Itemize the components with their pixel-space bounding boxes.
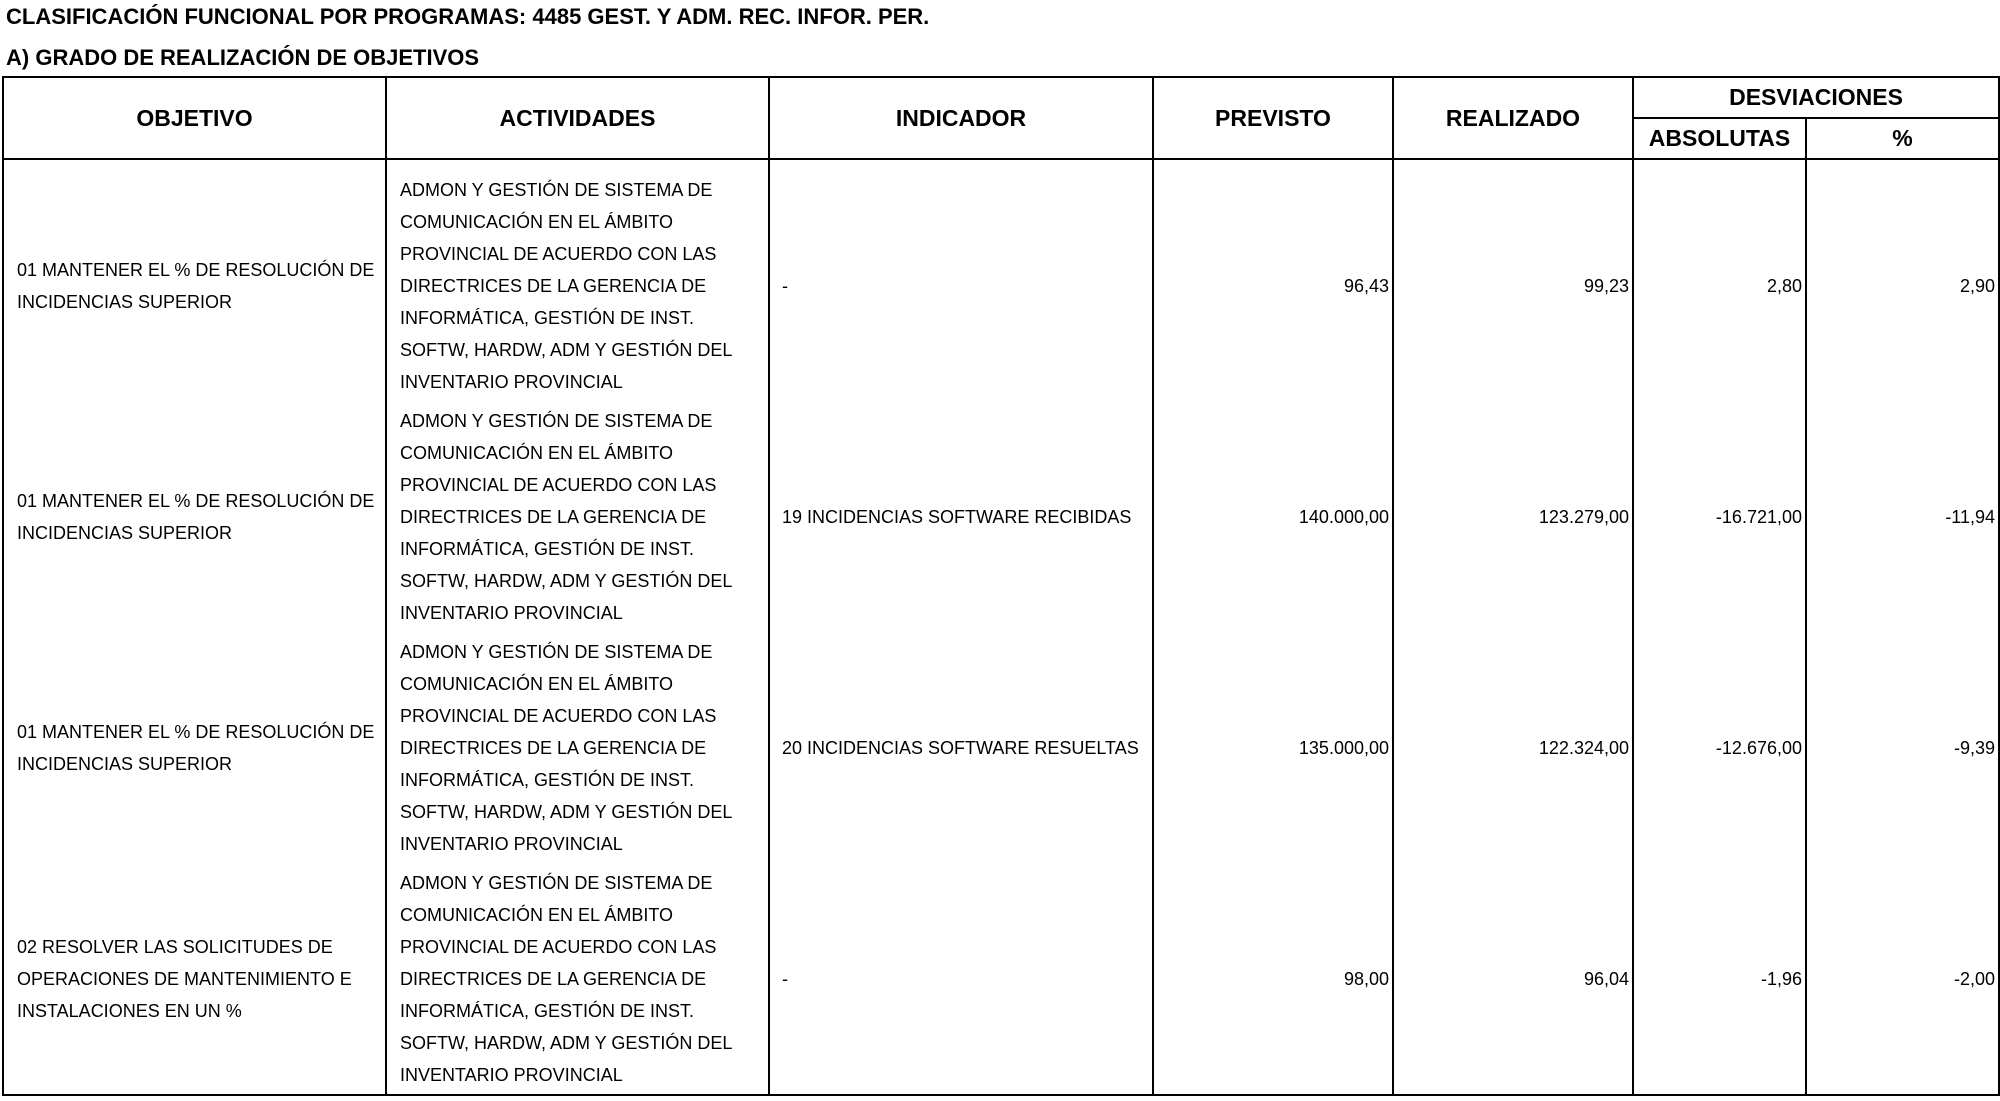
cell-previsto: 135.000,00: [1153, 632, 1393, 863]
column-header-actividades: ACTIVIDADES: [386, 77, 769, 159]
cell-absolutas: 2,80: [1633, 159, 1806, 401]
page-title: CLASIFICACIÓN FUNCIONAL POR PROGRAMAS: 4485 GEST. Y ADM. REC. INFOR. PER.: [6, 4, 930, 29]
cell-objetivo: 01 MANTENER EL % DE RESOLUCIÓN DE INCIDENCIAS SUPERIOR: [3, 159, 386, 401]
cell-previsto: 96,43: [1153, 159, 1393, 401]
cell-absolutas: -12.676,00: [1633, 632, 1806, 863]
cell-porcentaje: -11,94: [1806, 401, 1999, 632]
cell-actividades: ADMON Y GESTIÓN DE SISTEMA DE COMUNICACIÓN EN EL ÁMBITO PROVINCIAL DE ACUERDO CON LAS DIRECTRICES DE LA GERENCIA DE INFORMÁTICA, GESTIÓN DE INST. SOFTW, HARDW, ADM Y GESTIÓN DEL INVENTARIO PROVINCIAL: [386, 863, 769, 1095]
column-header-porcentaje: %: [1806, 118, 1999, 159]
cell-objetivo: 02 RESOLVER LAS SOLICITUDES DE OPERACIONES DE MANTENIMIENTO E INSTALACIONES EN UN %: [3, 863, 386, 1095]
cell-indicador: -: [769, 159, 1153, 401]
cell-realizado: 99,23: [1393, 159, 1633, 401]
cell-porcentaje: 2,90: [1806, 159, 1999, 401]
cell-porcentaje: -9,39: [1806, 632, 1999, 863]
section-title: A) GRADO DE REALIZACIÓN DE OBJETIVOS: [6, 45, 480, 70]
cell-indicador: 20 INCIDENCIAS SOFTWARE RESUELTAS: [769, 632, 1153, 863]
table-row: [3, 159, 1999, 401]
cell-absolutas: -16.721,00: [1633, 401, 1806, 632]
cell-previsto: 140.000,00: [1153, 401, 1393, 632]
objectives-table: [2, 76, 2000, 1096]
table-row: [3, 863, 1999, 1095]
cell-realizado: 122.324,00: [1393, 632, 1633, 863]
column-header-desviaciones: DESVIACIONES: [1633, 77, 1999, 118]
table-row: [3, 401, 1999, 632]
cell-indicador: -: [769, 863, 1153, 1095]
cell-porcentaje: -2,00: [1806, 863, 1999, 1095]
cell-actividades: ADMON Y GESTIÓN DE SISTEMA DE COMUNICACIÓN EN EL ÁMBITO PROVINCIAL DE ACUERDO CON LAS DIRECTRICES DE LA GERENCIA DE INFORMÁTICA, GESTIÓN DE INST. SOFTW, HARDW, ADM Y GESTIÓN DEL INVENTARIO PROVINCIAL: [386, 159, 769, 401]
column-header-objetivo: OBJETIVO: [3, 77, 386, 159]
cell-objetivo: 01 MANTENER EL % DE RESOLUCIÓN DE INCIDENCIAS SUPERIOR: [3, 401, 386, 632]
cell-objetivo: 01 MANTENER EL % DE RESOLUCIÓN DE INCIDENCIAS SUPERIOR: [3, 632, 386, 863]
column-header-absolutas: ABSOLUTAS: [1633, 118, 1806, 159]
cell-realizado: 96,04: [1393, 863, 1633, 1095]
cell-indicador: 19 INCIDENCIAS SOFTWARE RECIBIDAS: [769, 401, 1153, 632]
cell-actividades: ADMON Y GESTIÓN DE SISTEMA DE COMUNICACIÓN EN EL ÁMBITO PROVINCIAL DE ACUERDO CON LAS DIRECTRICES DE LA GERENCIA DE INFORMÁTICA, GESTIÓN DE INST. SOFTW, HARDW, ADM Y GESTIÓN DEL INVENTARIO PROVINCIAL: [386, 401, 769, 632]
column-header-indicador: INDICADOR: [769, 77, 1153, 159]
cell-actividades: ADMON Y GESTIÓN DE SISTEMA DE COMUNICACIÓN EN EL ÁMBITO PROVINCIAL DE ACUERDO CON LAS DIRECTRICES DE LA GERENCIA DE INFORMÁTICA, GESTIÓN DE INST. SOFTW, HARDW, ADM Y GESTIÓN DEL INVENTARIO PROVINCIAL: [386, 632, 769, 863]
cell-absolutas: -1,96: [1633, 863, 1806, 1095]
column-header-previsto: PREVISTO: [1153, 77, 1393, 159]
table-row: [3, 632, 1999, 863]
cell-previsto: 98,00: [1153, 863, 1393, 1095]
column-header-realizado: REALIZADO: [1393, 77, 1633, 159]
cell-realizado: 123.279,00: [1393, 401, 1633, 632]
